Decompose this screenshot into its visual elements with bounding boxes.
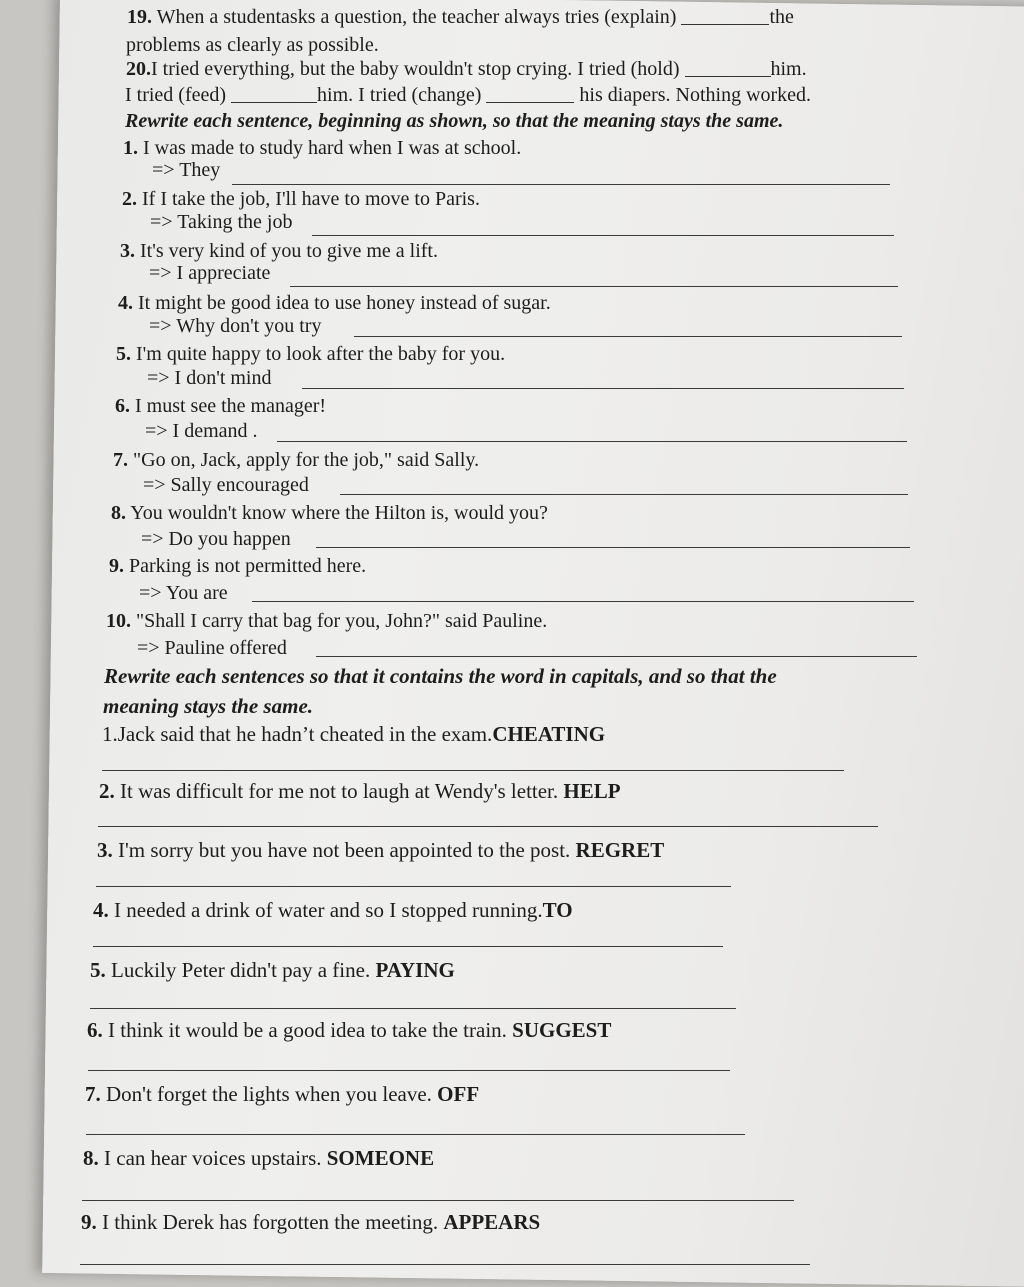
answer-blank[interactable] (231, 84, 317, 103)
list-item: 6. I think it would be a good idea to take the train. SUGGEST (87, 1018, 612, 1042)
list-item: 9. I think Derek has forgotten the meeting. APPEARS (81, 1210, 541, 1234)
answer-blank[interactable] (685, 58, 771, 77)
section-heading-transform: Rewrite each sentence, beginning as shown, so that the meaning stays the same. (125, 110, 784, 132)
answer-blank[interactable] (486, 84, 574, 103)
answer-line[interactable] (80, 1264, 810, 1265)
section-heading-capitals: Rewrite each sentences so that it contains the word in capitals, and so that the (104, 664, 777, 688)
answer-line[interactable] (316, 547, 910, 548)
list-item: 3. It's very kind of you to give me a lift. (120, 240, 438, 262)
list-item: 1.Jack said that he hadn’t cheated in the exam.CHEATING (102, 722, 606, 746)
list-item: 1. I was made to study hard when I was at school. (123, 137, 522, 159)
list-item: 5. Luckily Peter didn't pay a fine. PAYING (90, 958, 455, 982)
answer-line[interactable] (88, 1070, 730, 1071)
answer-line[interactable] (93, 946, 723, 947)
answer-line[interactable] (86, 1134, 745, 1135)
answer-line[interactable] (302, 388, 904, 389)
list-item: 4. It might be good idea to use honey instead of sugar. (118, 292, 551, 314)
answer-line[interactable] (98, 826, 878, 827)
answer-line[interactable] (252, 601, 914, 602)
answer-line[interactable] (90, 1008, 736, 1009)
answer-line[interactable] (312, 235, 894, 236)
answer-line[interactable] (277, 441, 907, 442)
list-item: 9. Parking is not permitted here. (109, 555, 367, 577)
list-item: 3. I'm sorry but you have not been appointed to the post. REGRET (97, 838, 665, 862)
list-item: 8. I can hear voices upstairs. SOMEONE (83, 1146, 435, 1170)
item-20: 20.I tried everything, but the baby wouldn't stop crying. I tried (hold) him. (126, 58, 807, 80)
list-item: 7. Don't forget the lights when you leave. OFF (85, 1082, 480, 1106)
list-item: 2. It was difficult for me not to laugh at Wendy's letter. HELP (99, 779, 621, 803)
answer-line[interactable] (232, 184, 890, 185)
answer-line[interactable] (96, 886, 731, 887)
list-item: 6. I must see the manager! (115, 395, 327, 417)
answer-blank[interactable] (681, 6, 769, 25)
answer-line[interactable] (340, 494, 908, 495)
item-19: 19. When a studentasks a question, the teacher always tries (explain) the (127, 6, 794, 28)
list-item: 5. I'm quite happy to look after the baby for you. (116, 343, 506, 365)
answer-line[interactable] (316, 656, 917, 657)
list-item: 7. "Go on, Jack, apply for the job," said Sally. (113, 449, 480, 471)
answer-line[interactable] (290, 286, 898, 287)
list-item: 2. If I take the job, I'll have to move to Paris. (122, 188, 480, 210)
worksheet: 19. When a studentasks a question, the teacher always tries (explain) the problems as clearly as possible. 20.I tried everything, but the baby wouldn't stop crying. I tried (hold) him. I tried (feed) him. I tried (change) his diapers. Nothing worked. Rewrite each sentence, beginning as shown, so that the meaning stays the same. 1. I was made to study hard when I was at school. => They 2. If I take the job, I'll have to move to Paris. => Taking the job 3. It's very kind of you to give me a lift. => I appreciate 4. It might be good idea to use honey instead of sugar. => Why don't you try 5. I'm quite happy to look after the baby for you. => I don't mind 6. I must see the manager! => I demand . 7. "Go on, Jack, apply for the job," said Sally. => Sally encouraged 8. You wouldn't know where the Hilton is, would you? => Do you happen 9. Parking is not permitted here. => You are 10. "Shall I carry that bag for you, John?" said Pauline. => Pauline offered Rewrite each sentences so that it contains the word in capitals, and so that the meaning stays the same. 1.Jack said that he hadn’t cheated in the exam.CHEATING 2. It was difficult for me not to laugh at Wendy's letter. HELP 3. I'm sorry but you have not been appointed to the post. REGRET 4. I needed a drink of water and so I stopped running.TO 5. Luckily Peter didn't pay a fine. PAYING 6. I think it would be a good idea to take the train. SUGGEST 7. Don't forget the lights when you leave. OFF 8. I can hear voices upstairs. SOMEONE 9. I think Derek has forgotten the meeting. APPEARS (0, 0, 1024, 1280)
answer-line[interactable] (102, 770, 844, 771)
answer-line[interactable] (82, 1200, 794, 1201)
answer-line[interactable] (354, 336, 902, 337)
list-item: 4. I needed a drink of water and so I stopped running.TO (93, 898, 573, 922)
list-item: 8. You wouldn't know where the Hilton is, would you? (111, 502, 548, 524)
list-item: 10. "Shall I carry that bag for you, John?" said Pauline. (106, 610, 548, 632)
